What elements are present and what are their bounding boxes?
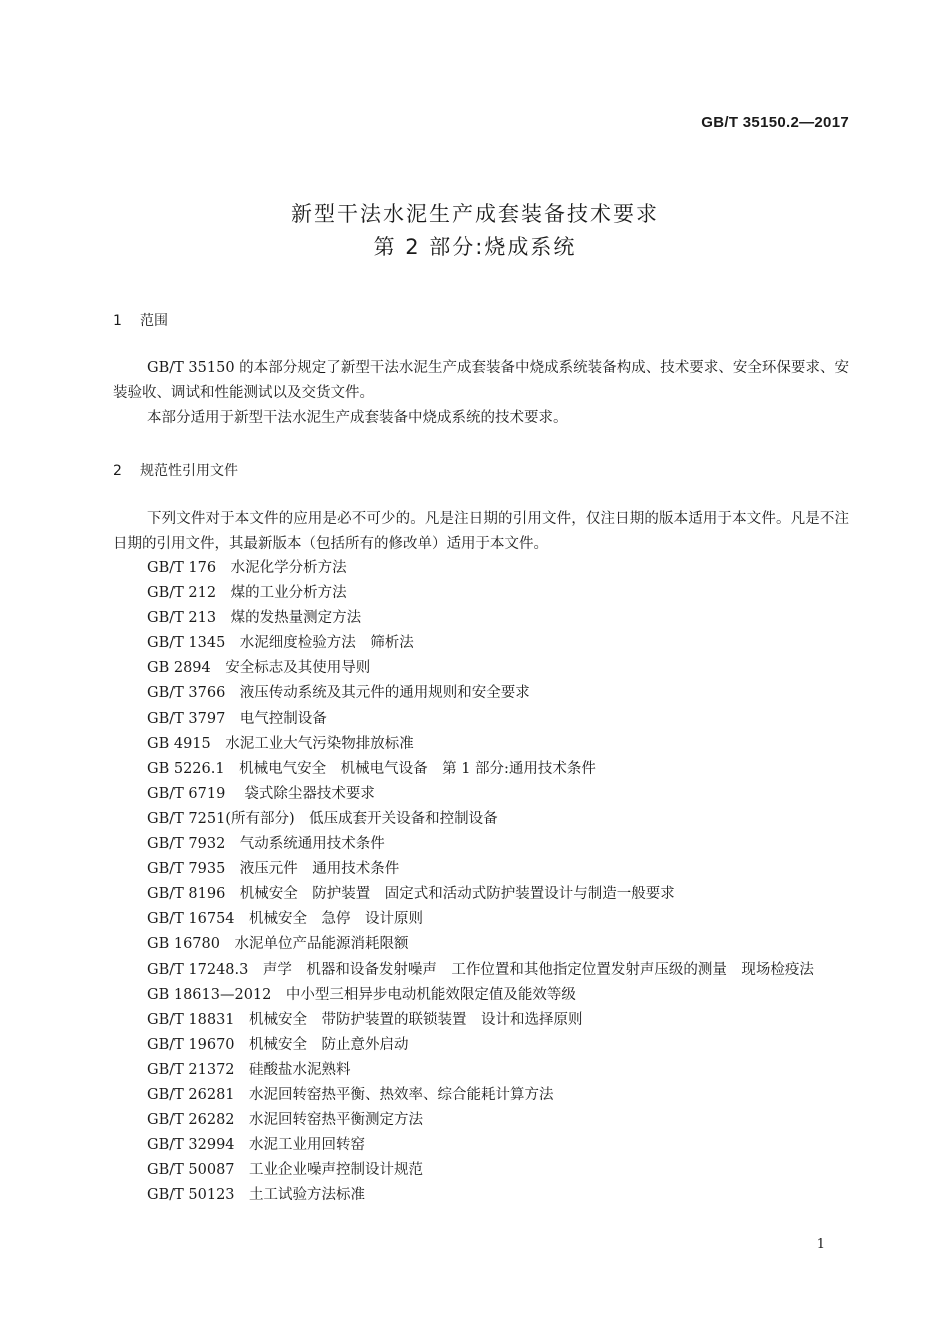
reference-item: GB/T 3797 电气控制设备: [147, 710, 327, 727]
section-number: 2: [113, 463, 122, 479]
reference-item: GB/T 19670 机械安全 防止意外启动: [147, 1036, 409, 1053]
references-intro-paragraph: 下列文件对于本文件的应用是必不可少的。凡是注日期的引用文件，仅注日期的版本适用于本文件。凡是不注日期的引用文件，其最新版本（包括所有的修改单）适用于本文件。: [113, 511, 849, 552]
reference-item: GB 4915 水泥工业大气污染物排放标准: [147, 735, 414, 752]
reference-item: GB 18613—2012 中小型三相异步电动机能效限定值及能效等级: [147, 986, 576, 1003]
section-title: 规范性引用文件: [140, 463, 238, 479]
reference-item: GB/T 1345 水泥细度检验方法 筛析法: [147, 635, 414, 652]
document-subtitle: 第 2 部分:烧成系统: [373, 235, 577, 259]
reference-item: GB/T 3766 液压传动系统及其元件的通用规则和安全要求: [147, 685, 530, 702]
reference-item: GB/T 50123 土工试验方法标准: [147, 1187, 366, 1204]
reference-item: GB/T 26281 水泥回转窑热平衡、热效率、综合能耗计算方法: [147, 1086, 554, 1103]
reference-item: GB/T 7932 气动系统通用技术条件: [147, 836, 385, 853]
reference-item: GB/T 176 水泥化学分析方法: [147, 560, 347, 576]
reference-item: GB 2894 安全标志及其使用导则: [147, 660, 371, 677]
reference-item: GB/T 17248.3 声学 机器和设备发射噪声 工作位置和其他指定位置发射声压级的测量 现场检疫法: [147, 961, 814, 978]
reference-item: GB/T 213 煤的发热量测定方法: [147, 610, 362, 627]
section-title: 范围: [140, 313, 168, 329]
reference-item: GB/T 16754 机械安全 急停 设计原则: [147, 911, 424, 928]
standard-code: GB/T 35150.2—2017: [701, 114, 849, 131]
scope-paragraph: GB/T 35150 的本部分规定了新型干法水泥生产成套装备中烧成系统装备构成、技术要求、安全环保要求、安装验收、调试和性能测试以及交货文件。: [113, 360, 849, 401]
reference-item: GB/T 32994 水泥工业用回转窑: [147, 1137, 366, 1154]
reference-item: GB/T 7251(所有部分) 低压成套开关设备和控制设备: [147, 810, 498, 827]
reference-item: GB 5226.1 机械电气安全 机械电气设备 第 1 部分:通用技术条件: [147, 760, 596, 777]
section-heading-normative-references: [113, 460, 238, 480]
section-heading-scope: [113, 310, 168, 330]
reference-item: GB 16780 水泥单位产品能源消耗限额: [147, 936, 409, 953]
reference-item: GB/T 6719 袋式除尘器技术要求: [147, 785, 375, 802]
document-title: 新型干法水泥生产成套装备技术要求: [291, 202, 659, 226]
reference-item: GB/T 50087 工业企业噪声控制设计规范: [147, 1162, 424, 1179]
scope-applicability-paragraph: 本部分适用于新型干法水泥生产成套装备中烧成系统的技术要求。: [147, 410, 568, 426]
reference-item: GB/T 26282 水泥回转窑热平衡测定方法: [147, 1112, 424, 1129]
reference-item: GB/T 7935 液压元件 通用技术条件: [147, 861, 400, 878]
page-number: 1: [816, 1237, 825, 1252]
reference-item: GB/T 21372 硅酸盐水泥熟料: [147, 1061, 351, 1078]
reference-item: GB/T 212 煤的工业分析方法: [147, 585, 347, 602]
reference-list: [113, 556, 849, 1208]
section-number: 1: [113, 313, 122, 329]
reference-item: GB/T 18831 机械安全 带防护装置的联锁装置 设计和选择原则: [147, 1011, 583, 1028]
reference-item: GB/T 8196 机械安全 防护装置 固定式和活动式防护装置设计与制造一般要求: [147, 886, 675, 903]
